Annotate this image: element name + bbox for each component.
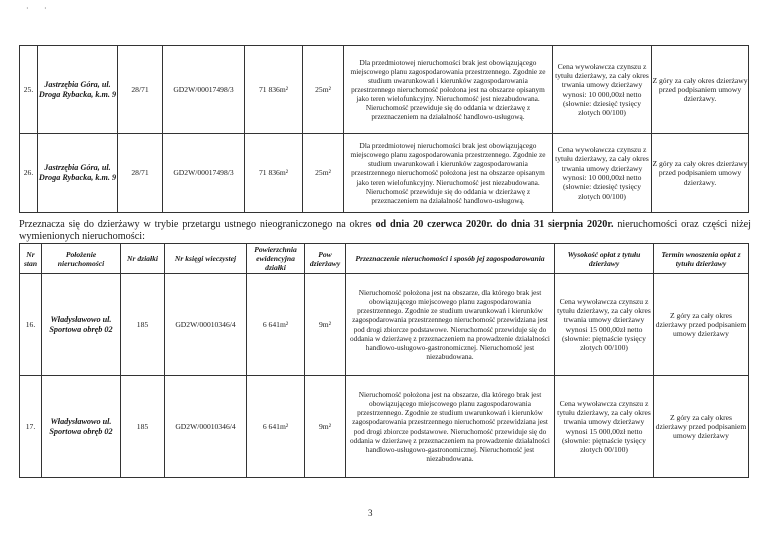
table-row <box>20 376 749 478</box>
row-area: 71 836m² <box>245 46 303 134</box>
row-fee: Cena wywoławcza czynszu z tytułu dzierżawy, za cały okres trwania umowy dzierżawy wynosi: 10 000,00zł netto (słownie: dziesięć tysięcy złotych 00/100) <box>553 46 652 134</box>
row-term: Z góry za cały okres dzierżawy przed podpisaniem umowy dzierżawy <box>654 376 749 478</box>
row-nr: 25. <box>20 46 38 134</box>
table-row <box>20 274 749 376</box>
lease-announcement <box>19 219 751 243</box>
row-kw: GD2W/00017498/3 <box>163 46 245 134</box>
header-location: Położenie nieruchomości <box>42 244 121 274</box>
row-plot: 185 <box>121 274 165 376</box>
row-nr: 16. <box>20 274 42 376</box>
header-fee: Wysokość opłat z tytułu dzierżawy <box>555 244 654 274</box>
row-area: 6 641m² <box>247 376 305 478</box>
header-kw: Nr księgi wieczystej <box>165 244 247 274</box>
row-area: 71 836m² <box>245 134 303 213</box>
intro-text-a: Przeznacza się do dzierżawy w trybie przetargu ustnego nieograniczonego na okres <box>19 219 376 230</box>
row-plot: 185 <box>121 376 165 478</box>
intro-text-c: nieruchomości oraz części niżej wymienionych nieruchomości: <box>19 219 751 242</box>
lease-table-top <box>19 45 749 213</box>
row-description: Dla przedmiotowej nieruchomości brak jest obowiązującego miejscowego planu zagospodarowania przestrzennego. Zgodnie ze studium uwarunkowań i kierunków zagospodarowania przestrzennego nieruchomość położona jest na obszarze opisanym jako teren wielofunkcyjny. Nieruchomość jest niezabudowana. Nieruchomość przewiduje się do oddania w dzierżawę z przeznaczeniem na działalność handlowo-usługową. <box>344 46 553 134</box>
header-term: Termin wnoszenia opłat z tytułu dzierżawy <box>654 244 749 274</box>
row-nr: 26. <box>20 134 38 213</box>
row-fee: Cena wywoławcza czynszu z tytułu dzierżawy, za cały okres trwania umowy dzierżawy wynosi 15 000,00zł netto (słownie: piętnaście tysięcy złotych 00/100) <box>555 274 654 376</box>
table-header-row <box>20 244 749 274</box>
row-description: Nieruchomość położona jest na obszarze, dla którego brak jest obowiązującego miejscowego planu zagospodarowania przestrzennego. Zgodnie ze studium uwarunkowań i kierunków zagospodarowania przestrzennego nieruchomość przewidziana jest pod drogi zbiorcze podstawowe. Nieruchomość przewiduje się do oddania w dzierżawę z przeznaczeniem na prowadzenie działalności handlowo-usługowo-gastronomicznej. Nieruchomość jest niezabudowana. <box>346 376 555 478</box>
row-leased-area: 9m² <box>305 274 346 376</box>
row-location: Jastrzębia Góra, ul. Droga Rybacka, k.m. 9 <box>38 46 118 134</box>
date-from: od dnia 20 czerwca 2020r. <box>375 219 493 230</box>
header-area: Powierzchnia ewidencyjna działki <box>247 244 305 274</box>
row-leased-area: 25m² <box>303 46 344 134</box>
scan-mark-right: · <box>44 4 47 13</box>
row-leased-area: 9m² <box>305 376 346 478</box>
scan-mark-left: · <box>26 4 29 13</box>
header-nr: Nr stan <box>20 244 42 274</box>
header-description: Przeznaczenie nieruchomości i sposób jej zagospodarowania <box>346 244 555 274</box>
row-kw: GD2W/00010346/4 <box>165 376 247 478</box>
row-area: 6 641m² <box>247 274 305 376</box>
header-plot: Nr działki <box>121 244 165 274</box>
row-location: Władysławowo ul. Sportowa obręb 02 <box>42 376 121 478</box>
row-kw: GD2W/00010346/4 <box>165 274 247 376</box>
row-fee: Cena wywoławcza czynszu z tytułu dzierżawy, za cały okres trwania umowy dzierżawy wynosi: 10 000,00zł netto (słownie: dziesięć tysięcy złotych 00/100) <box>553 134 652 213</box>
row-nr: 17. <box>20 376 42 478</box>
table-row <box>20 134 749 213</box>
row-plot: 28/71 <box>118 46 163 134</box>
row-plot: 28/71 <box>118 134 163 213</box>
row-leased-area: 25m² <box>303 134 344 213</box>
row-term: Z góry za cały okres dzierżawy przed podpisaniem umowy dzierżawy <box>654 274 749 376</box>
row-term: Z góry za cały okres dzierżawy przed podpisaniem umowy dzierżawy. <box>652 134 749 213</box>
row-kw: GD2W/00017498/3 <box>163 134 245 213</box>
lease-table-bottom <box>19 243 749 478</box>
row-description: Dla przedmiotowej nieruchomości brak jest obowiązującego miejscowego planu zagospodarowania przestrzennego. Zgodnie ze studium uwarunkowań i kierunków zagospodarowania przestrzennego nieruchomość położona jest na obszarze opisanym jako teren wielofunkcyjny. Nieruchomość jest niezabudowana. Nieruchomość przewiduje się do oddania w dzierżawę z przeznaczeniem na działalność handlowo-usługową. <box>344 134 553 213</box>
row-location: Jastrzębia Góra, ul. Droga Rybacka, k.m. 9 <box>38 134 118 213</box>
row-location: Władysławowo ul. Sportowa obręb 02 <box>42 274 121 376</box>
row-description: Nieruchomość położona jest na obszarze, dla którego brak jest obowiązującego miejscowego planu zagospodarowania przestrzennego. Zgodnie ze studium uwarunkowań i kierunków zagospodarowania przestrzennego nieruchomość przewidziana jest pod drogi zbiorcze podstawowe. Nieruchomość przewiduje się do oddania w dzierżawę z przeznaczeniem na prowadzenie działalności handlowo-usługowo-gastronomicznej. Nieruchomość jest niezabudowana. <box>346 274 555 376</box>
row-fee: Cena wywoławcza czynszu z tytułu dzierżawy, za cały okres trwania umowy dzierżawy wynosi 15 000,00zł netto (słownie: piętnaście tysięcy złotych 00/100) <box>555 376 654 478</box>
table-row <box>20 46 749 134</box>
row-term: Z góry za cały okres dzierżawy przed podpisaniem umowy dzierżawy. <box>652 46 749 134</box>
header-leased-area: Pow dzierżawy <box>305 244 346 274</box>
page-number: 3 <box>368 508 373 518</box>
date-to: do dnia 31 sierpnia 2020r. <box>496 219 614 230</box>
